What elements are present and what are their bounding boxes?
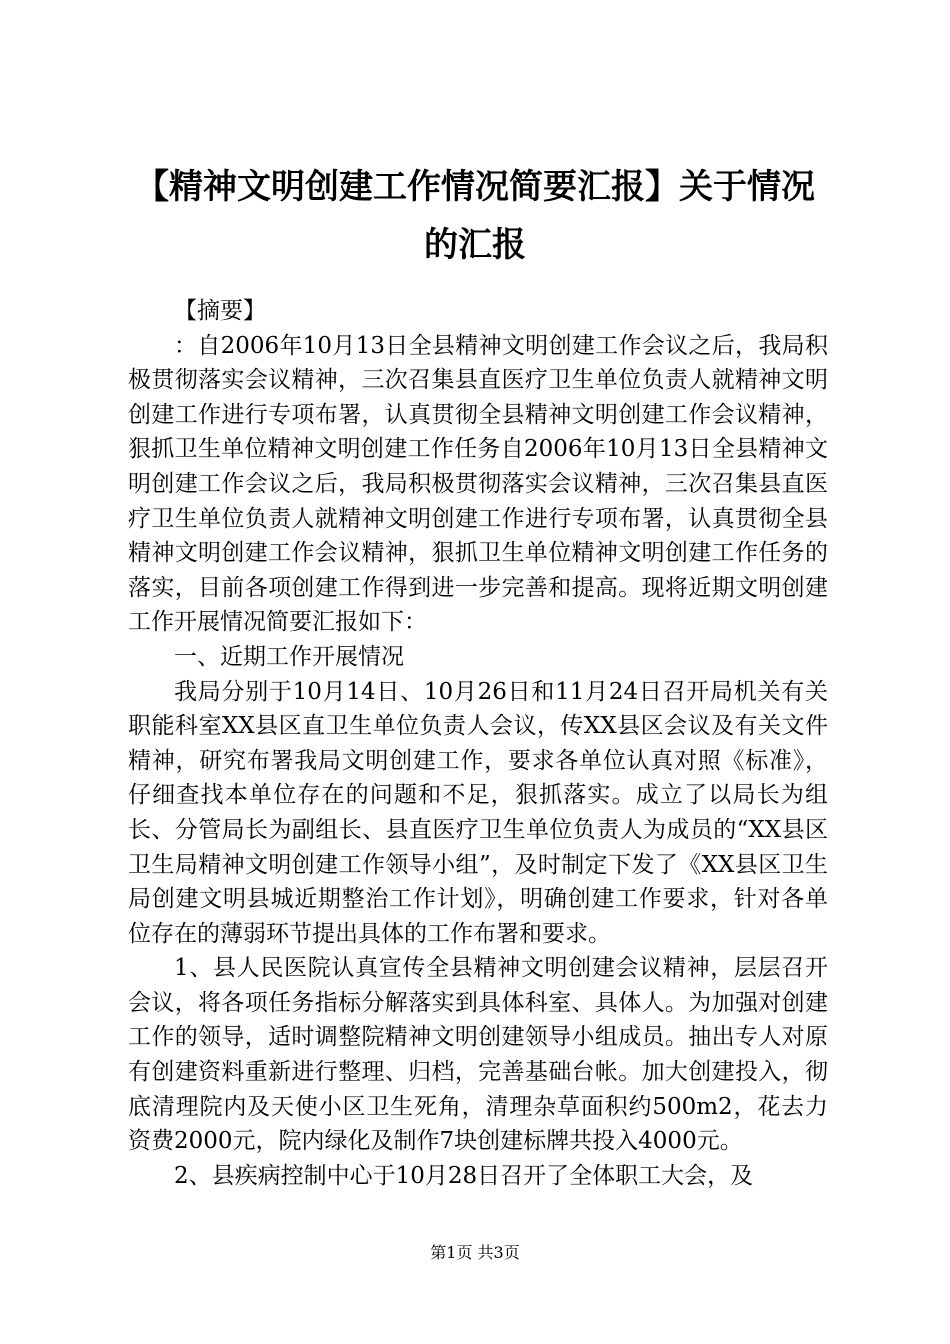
title-line-1: 【精神文明创建工作情况简要汇报】关于情况 [135, 167, 815, 207]
body-paragraph: 2、县疾病控制中心于10月28日召开了全体职工大会，及 [174, 1162, 754, 1189]
document-title [110, 158, 840, 274]
abstract-paragraph: ：自2006年10月13日全县精神文明创建工作会议之后，我局积极贯彻落实会议精神，三次召集县直医疗卫生单位负责人就精神文明创建工作进行专项布署，认真贯彻全县精神文明创建工作会议精神，狠抓卫生单位精神文明创建工作任务自2006年10月13日全县精神文明创建工作会议之后，我局积极贯彻落实会议精神，三次召集县直医疗卫生单位负责人就精神文明创建工作进行专项布署，认真贯彻全县精神文明创建工作会议精神，狠抓卫生单位精神文明创建工作任务的落实，目前各项创建工作得到进一步完善和提高。现将近期文明创建工作开展情况简要汇报如下： [128, 332, 828, 636]
body-paragraph: 我局分别于10月14日、10月26日和11月24日召开局机关有关职能科室XX县区直卫生单位负责人会议，传XX县区会议及有关文件精神，研究布署我局文明创建工作，要求各单位认真对照《标准》，仔细查找本单位存在的问题和不足，狠抓落实。成立了以局长为组长、分管局长为副组长、县直医疗卫生单位负责人为成员的“XX县区卫生局精神文明创建工作领导小组”，及时制定下发了《XX县区卫生局创建文明县城近期整治工作计划》，明确创建工作要求，针对各单位存在的薄弱环节提出具体的工作布署和要求。 [128, 678, 828, 947]
document-body [128, 294, 828, 1193]
section-heading: 一、近期工作开展情况 [174, 643, 404, 670]
body-paragraph: 1、县人民医院认真宣传全县精神文明创建会议精神，层层召开会议，将各项任务指标分解落实到具体科室、具体人。为加强对创建工作的领导，适时调整院精神文明创建领导小组成员。抽出专人对原有创建资料重新进行整理、归档，完善基础台帐。加大创建投入，彻底清理院内及天使小区卫生死角，清理杂草面积约500m2，花去力资费2000元，院内绿化及制作7块创建标牌共投入4000元。 [128, 955, 828, 1155]
abstract-heading: 【摘要】 [174, 298, 266, 324]
title-line-2: 的汇报 [424, 225, 526, 265]
page-footer: 第1页 共3页 [430, 1243, 520, 1262]
